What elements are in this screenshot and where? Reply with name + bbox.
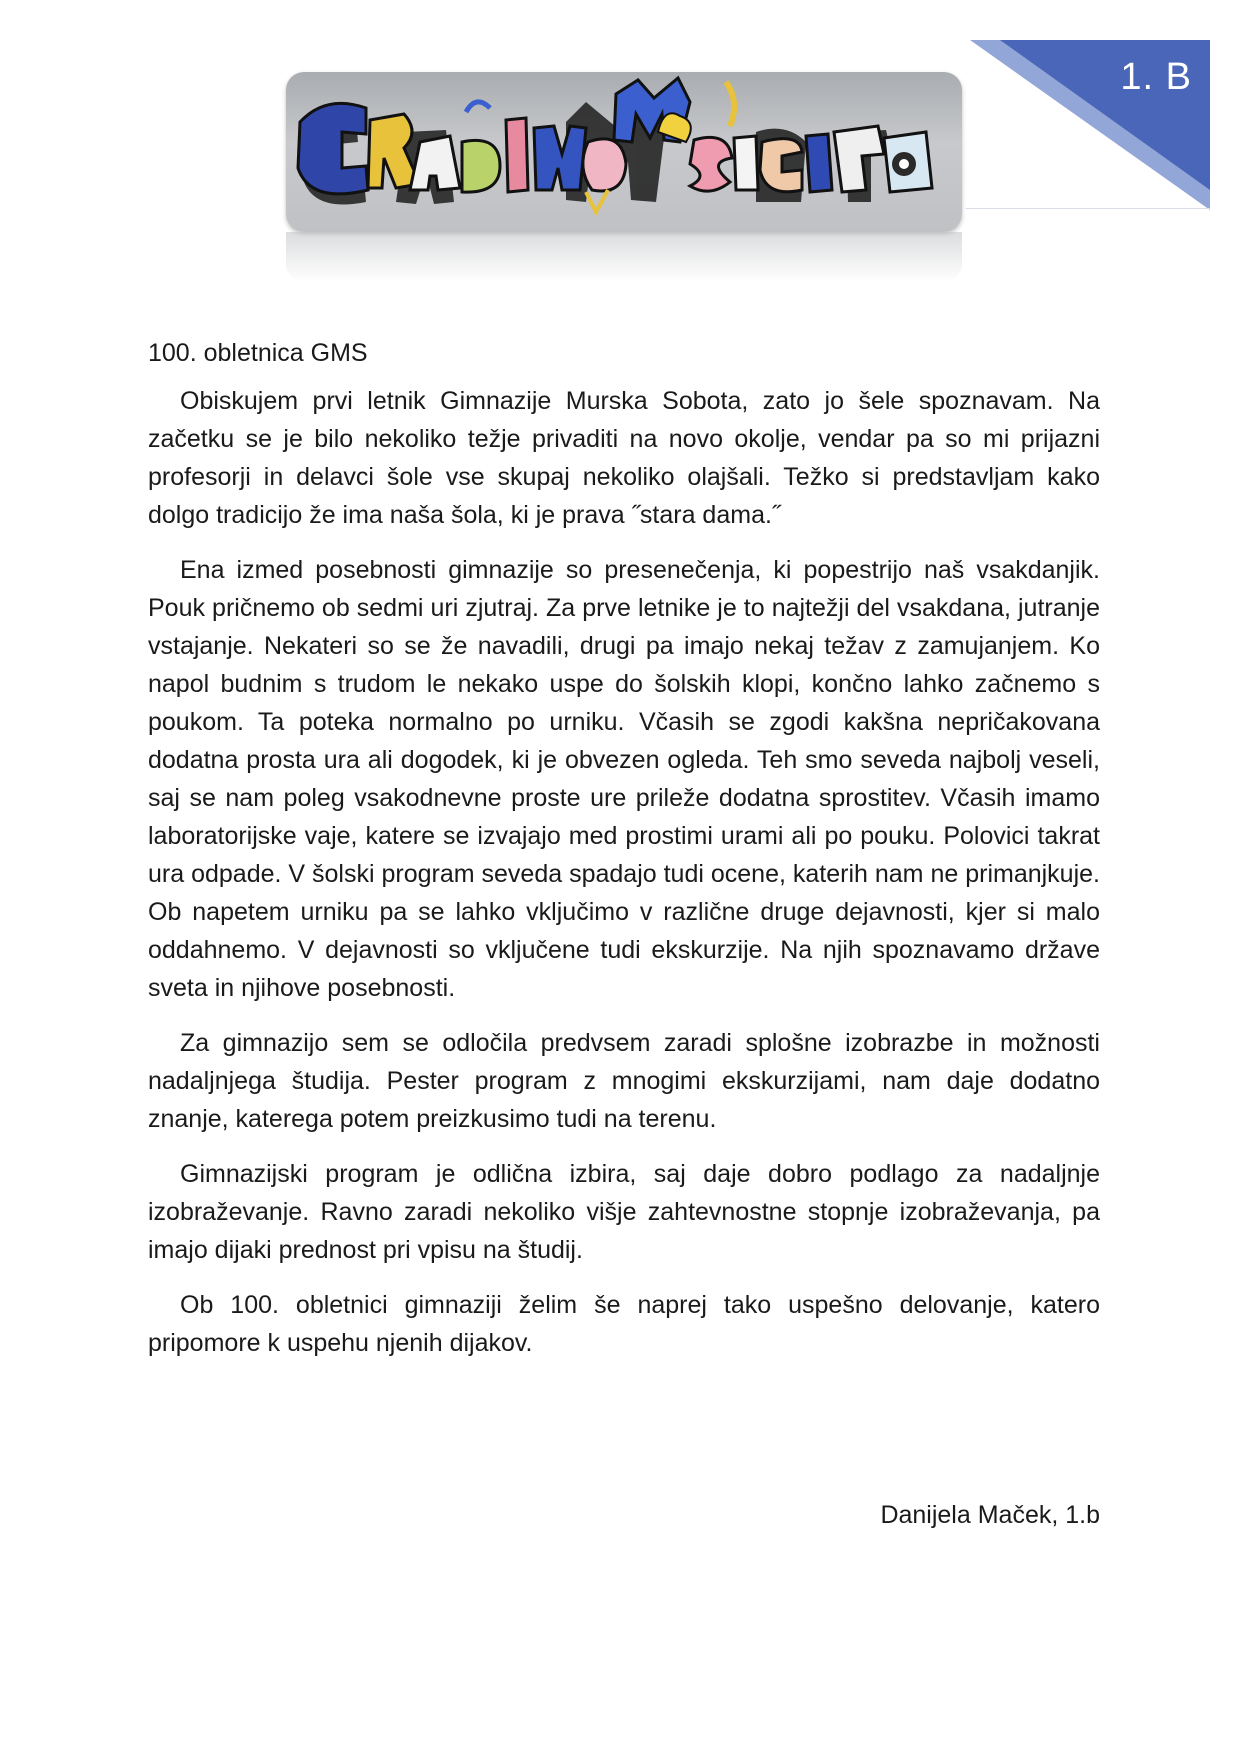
- banner-reflection: [286, 232, 962, 282]
- article-paragraph: Ob 100. obletnici gimnaziji želim še naprej tako uspešno delovanje, katero pripomore k uspehu njenih dijakov.: [148, 1291, 1100, 1357]
- graffiti-artwork: [286, 72, 962, 232]
- article-paragraph: Obiskujem prvi letnik Gimnazije Murska Sobota, zato jo šele spoznavam. Na začetku se je bilo nekoliko težje privaditi na novo okolje, vendar pa so mi prijazni profesorji in delavci šole vse skupaj nekoliko olajšali. Težko si predstavljam kako dolgo tradicijo že ima naša šola, ki je prava ˝stara dama.˝: [148, 387, 1100, 529]
- graffiti-banner: [286, 72, 962, 232]
- author-signature: Danijela Maček, 1.b: [880, 1501, 1100, 1529]
- article-title: 100. obletnica GMS: [148, 339, 368, 367]
- class-corner-tag: [970, 40, 1210, 210]
- class-label: 1. B: [1120, 56, 1192, 98]
- header-divider: [966, 208, 1210, 209]
- article-paragraph: Za gimnazijo sem se odločila predvsem zaradi splošne izobrazbe in možnosti nadaljnjega študija. Pester program z mnogimi ekskurzijami, nam daje dodatno znanje, katerega potem preizkusimo tudi na terenu.: [148, 1029, 1100, 1133]
- article-paragraph: Ena izmed posebnosti gimnazije so presenečenja, ki popestrijo naš vsakdanjik. Pouk pričnemo ob sedmi uri zjutraj. Za prve letnike je to najtežji del vsakdana, jutranje vstajanje. Nekateri so se že navadili, drugi pa imajo nekaj težav z zamujanjem. Ko napol budnim s trudom le nekako uspe do šolskih klopi, končno lahko začnemo s poukom. Ta poteka normalno po urniku. Včasih se zgodi kakšna nepričakovana dodatna prosta ura ali dogodek, ki je obvezen ogleda. Teh smo seveda najbolj veseli, saj se nam poleg vsakodnevne proste ure prileže dodatna sprostitev. Včasih imamo laboratorijske vaje, katere se izvajajo med prostimi urami ali po pouku. Polovici takrat ura odpade. V šolski program seveda spadajo tudi ocene, katerih nam ne primanjkuje. Ob napetem urniku pa se lahko vključimo v različne druge dejavnosti, kjer si malo oddahnemo. V dejavnosti so vključene tudi ekskurzije. Na njih spoznavamo države sveta in njihove posebnosti.: [148, 556, 1100, 1002]
- article: [148, 334, 1100, 1379]
- article-paragraph: Gimnazijski program je odlična izbira, saj daje dobro podlago za nadaljnje izobraževanje. Ravno zaradi nekoliko višje zahtevnostne stopnje izobraževanja, pa imajo dijaki prednost pri vpisu na študij.: [148, 1160, 1100, 1264]
